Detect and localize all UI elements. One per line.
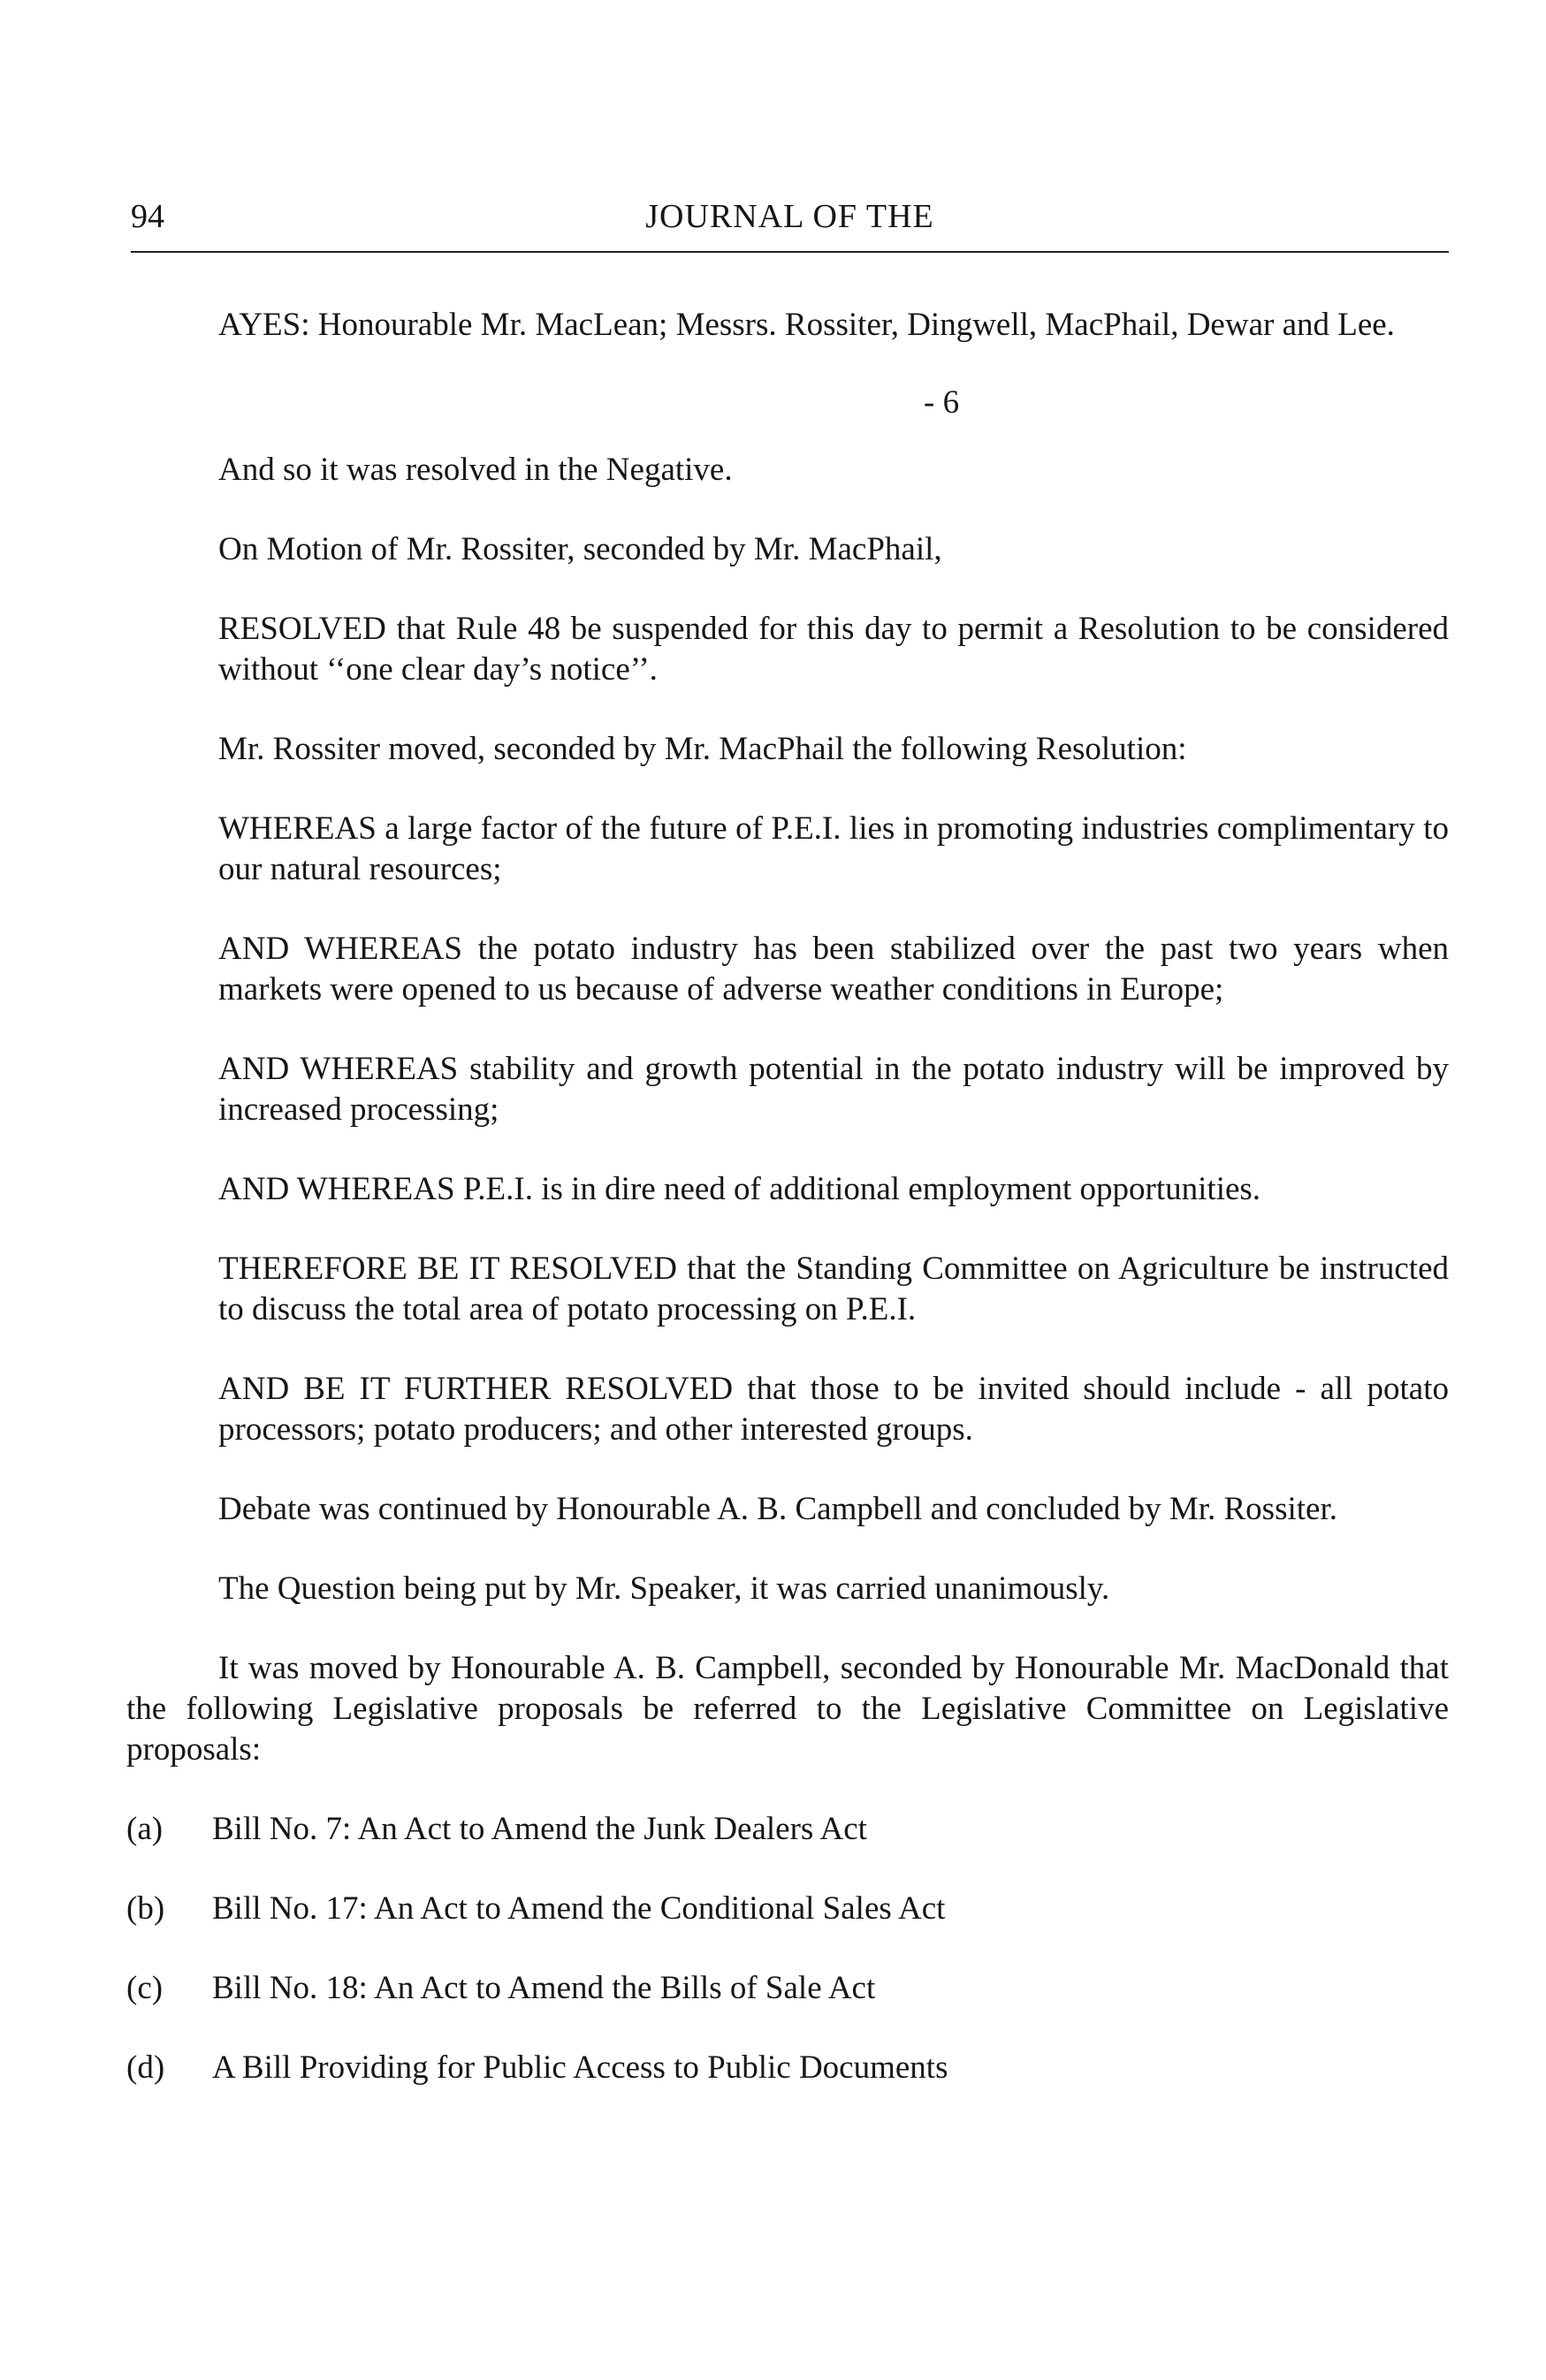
whereas-clause-3: AND WHEREAS stability and growth potential in the potato industry will be improved by increased processing; xyxy=(218,1051,1449,1128)
question-paragraph: The Question being put by Mr. Speaker, it was carried unanimously. xyxy=(218,1570,1110,1607)
page-number: 94 xyxy=(131,198,164,235)
rule-suspension-paragraph: RESOLVED that Rule 48 be suspended for this day to permit a Resolution to be considered without ‘‘one clear day’s notice’’. xyxy=(218,611,1449,688)
further-resolved-clause: AND BE IT FURTHER RESOLVED that those to be invited should include - all potato processors; potato producers; and other interested groups. xyxy=(218,1371,1449,1448)
bill-title: A Bill Providing for Public Access to Public Documents xyxy=(212,2049,948,2086)
list-item xyxy=(126,1968,1449,2009)
referral-motion-paragraph: It was moved by Honourable A. B. Campbell, seconded by Honourable Mr. MacDonald that the following Legislative proposals be referred to the Legislative Committee on Legislative proposals: xyxy=(126,1650,1449,1768)
whereas-clause-4: AND WHEREAS P.E.I. is in dire need of additional employment opportunities. xyxy=(218,1171,1261,1207)
running-title: JOURNAL OF THE xyxy=(645,198,934,235)
list-item xyxy=(126,1809,1449,1850)
whereas-clause-2: AND WHEREAS the potato industry has been stabilized over the past two years when markets were opened to us because of adverse weather conditions in Europe; xyxy=(218,931,1449,1008)
debate-paragraph: Debate was continued by Honourable A. B. Campbell and concluded by Mr. Rossiter. xyxy=(218,1491,1337,1527)
list-marker: (c) xyxy=(126,1970,164,2006)
bill-title: Bill No. 18: An Act to Amend the Bills of Sale Act xyxy=(212,1970,876,2006)
journal-body xyxy=(126,305,1449,2127)
list-marker: (d) xyxy=(126,2049,165,2086)
list-marker: (a) xyxy=(126,1811,164,1847)
ayes-paragraph: AYES: Honourable Mr. MacLean; Messrs. Rossiter, Dingwell, MacPhail, Dewar and Lee. xyxy=(218,307,1395,343)
list-marker: (b) xyxy=(126,1890,165,1927)
resolution-moved-paragraph: Mr. Rossiter moved, seconded by Mr. MacPhail the following Resolution: xyxy=(218,731,1187,767)
bill-title: Bill No. 7: An Act to Amend the Junk Dealers Act xyxy=(212,1811,867,1847)
whereas-clause-1: WHEREAS a large factor of the future of P.E.I. lies in promoting industries complimentary to our natural resources; xyxy=(218,810,1449,887)
resolution-outcome: And so it was resolved in the Negative. xyxy=(218,452,733,488)
page-header xyxy=(131,196,1449,253)
bill-title: Bill No. 17: An Act to Amend the Conditional Sales Act xyxy=(212,1890,946,1927)
motion-paragraph: On Motion of Mr. Rossiter, seconded by Mr. MacPhail, xyxy=(218,531,942,567)
resolved-clause: THEREFORE BE IT RESOLVED that the Standing Committee on Agriculture be instructed to discuss the total area of potato processing on P.E.I. xyxy=(218,1251,1449,1327)
list-item xyxy=(126,1889,1449,1929)
ayes-tally: - 6 xyxy=(924,384,960,421)
list-item xyxy=(126,2048,1449,2088)
